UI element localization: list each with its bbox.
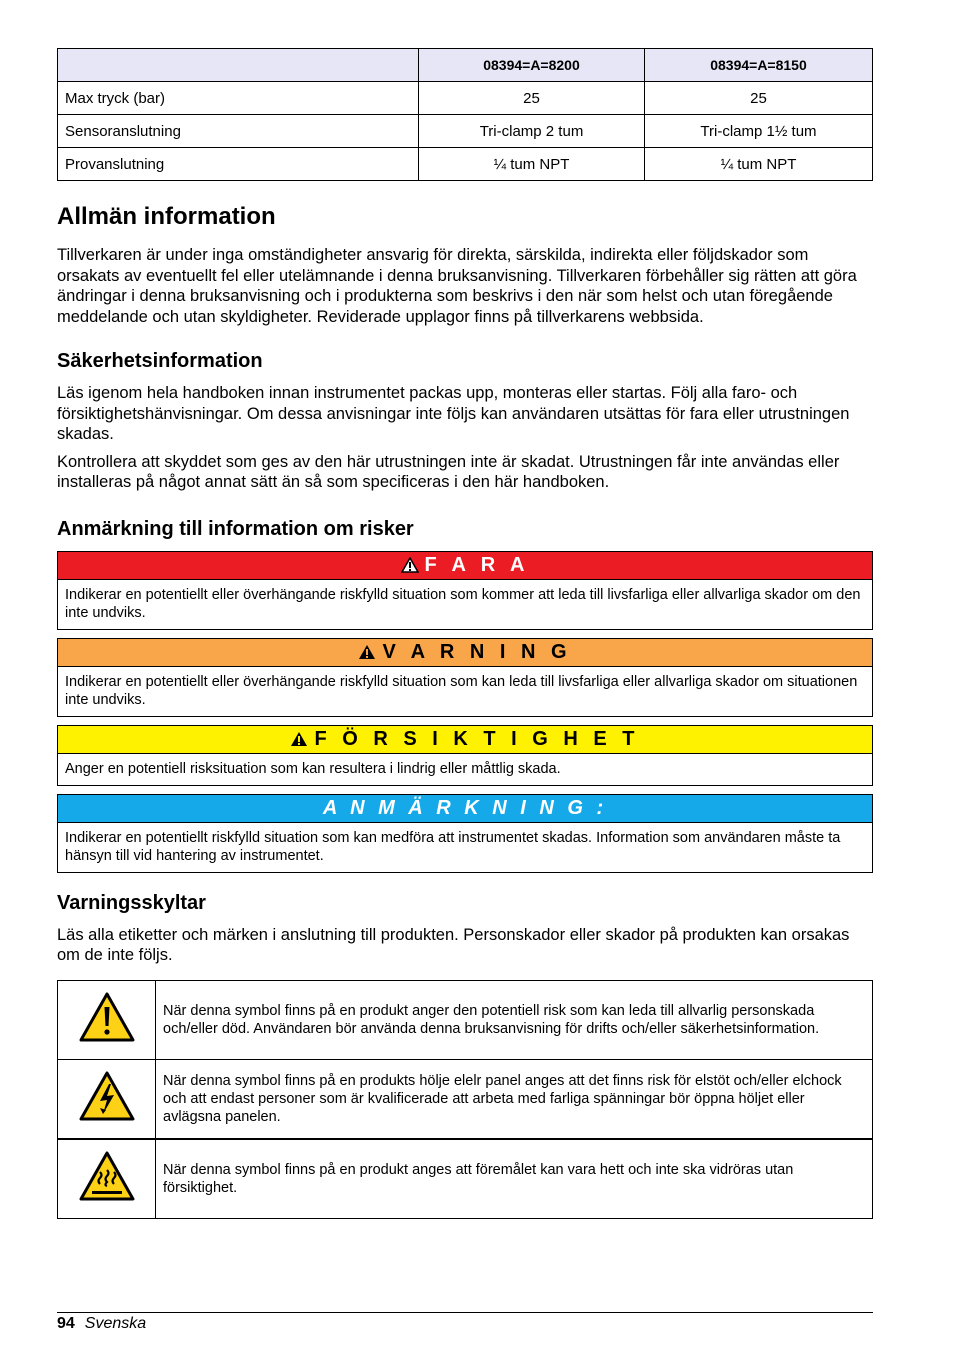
sign-icon-cell [58,1059,156,1139]
safety-info-heading: Säkerhetsinformation [57,350,263,372]
table-row [58,1139,873,1219]
danger-label: F A R A [424,553,530,576]
sign-icon-cell [58,1139,156,1219]
page-number: 94 [57,1315,75,1332]
spec-table [57,48,873,181]
danger-box [57,551,873,630]
table-row [58,980,873,1059]
notice-label: A N M Ä R K N I N G : [322,796,608,819]
safety-info-paragraph-1: Läs igenom hela handboken innan instrumentet packas upp, monteras eller startas. Följ alla faro- och försiktighetshänvisningar. Om dessa anvisningar inte följs kan användaren utsättas för fara eller utrustningen skadas. [57,384,850,443]
table-row [58,115,873,148]
notice-header [58,795,872,823]
spec-cell: 25 [419,82,645,115]
spec-header-empty [58,49,419,82]
caution-box [57,725,873,786]
warning-signs-heading: Varningsskyltar [57,891,206,914]
danger-header [58,552,872,580]
notice-box [57,794,873,873]
caution-label: F Ö R S I K T I G H E T [314,727,640,750]
spec-cell: Tri-clamp 1½ tum [645,115,873,148]
spec-header-8150: 08394=A=8150 [645,49,873,82]
spec-cell: Max tryck (bar) [58,82,419,115]
table-row [58,82,873,115]
warning-header [58,639,872,667]
warning-triangle-icon [290,731,308,747]
warning-triangle-icon [358,644,376,660]
sign-icon-cell [58,980,156,1059]
warning-label: V A R N I N G [382,640,572,663]
safety-info-paragraph-2: Kontrollera att skyddet som ges av den här utrustningen inte är skadat. Utrustningen får inte användas eller installeras på något annat sätt än så som specificeras i den här handboken. [57,452,840,491]
notice-text: Indikerar en potentiellt riskfylld situation som kan medföra att instrumentet skadas. Information som användaren måste ta hänsyn till vid hantering av instrumentet. [65,829,841,864]
spec-cell: Provanslutning [58,148,419,181]
sign-text: När denna symbol finns på en produkt anger den potentiell risk som kan leda till allvarlig personskada och/eller död. Användaren bör använda denna bruksanvisning för drifts och/eller säkerhetsinformation. [156,980,873,1059]
page-footer [57,1312,873,1335]
general-info-text: Tillverkaren är under inga omständigheter ansvarig för direkta, särskilda, indirekta eller följdskador som orsakats av eventuellt fel eller utelämnande i denna bruksanvisning. Tillverkaren förbehåller sig rätten att göra ändringar i denna bruksanvisning och i produkterna som beskrivs i den när som helst och utan föregående meddelande och utan skyldigheter. Reviderade upplagor finns på tillverkarens webbsida. [57,246,857,326]
general-info-heading: Allmän information [57,203,276,230]
spec-cell: Tri-clamp 2 tum [419,115,645,148]
warning-triangle-icon [78,991,136,1043]
warning-box [57,638,873,717]
warning-signs-table [57,980,873,1219]
danger-text: Indikerar en potentiellt eller överhängande riskfylld situation som kommer att leda till livsfarliga eller allvarliga skador om den inte undviks. [65,586,861,621]
spec-cell: Sensoranslutning [58,115,419,148]
spec-cell: ¼ tum NPT [645,148,873,181]
spec-cell: 25 [645,82,873,115]
hot-surface-icon [78,1150,136,1202]
spec-table-header [58,49,873,82]
sign-text: När denna symbol finns på en produkts hölje elelr panel anges att det finns risk för elstöt och/eller elchock och att endast personer som är kvalificerade att arbeta med farliga spänningar bör öppna höljet eller avlägsna panelen. [156,1059,873,1139]
table-row [58,1059,873,1139]
warning-triangle-icon [401,557,419,573]
warning-text: Indikerar en potentiellt eller överhängande riskfylld situation som kan leda till livsfarliga eller allvarliga skador om situationen inte undviks. [65,673,858,708]
page-content [57,48,873,1219]
table-row [58,148,873,181]
electric-shock-icon [78,1070,136,1122]
spec-cell: ¼ tum NPT [419,148,645,181]
caution-header [58,726,872,754]
spec-header-8200: 08394=A=8200 [419,49,645,82]
risk-info-heading: Anmärkning till information om risker [57,517,414,540]
sign-text: När denna symbol finns på en produkt anges att föremålet kan vara hett och inte ska vidröras utan försiktighet. [156,1139,873,1219]
warning-signs-text: Läs alla etiketter och märken i anslutning till produkten. Personskador eller skador på produkten kan orsakas om de inte följs. [57,925,850,964]
footer-language: Svenska [84,1315,147,1332]
caution-text: Anger en potentiell risksituation som kan resultera i lindrig eller måttlig skada. [65,760,561,777]
